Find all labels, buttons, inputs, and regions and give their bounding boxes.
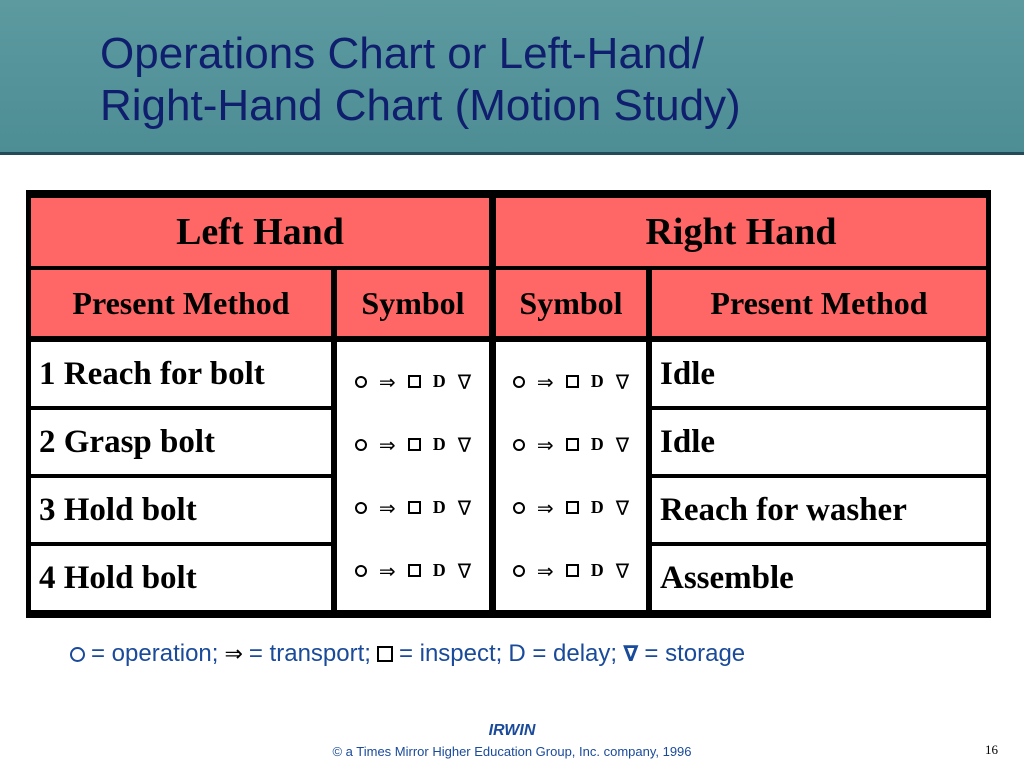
delay-d-icon: D <box>590 560 604 580</box>
symbol-set <box>513 496 629 520</box>
right-symbol-header: Symbol <box>496 270 646 336</box>
table-row-left-method: 1 Reach for bolt <box>31 342 331 406</box>
transport-arrow-icon: ⇒ <box>378 369 396 394</box>
title-line-2: Right-Hand Chart (Motion Study) <box>100 81 741 130</box>
inspect-square-icon <box>408 438 421 451</box>
delay-d-icon: D <box>590 497 604 517</box>
storage-triangle-icon: ∇ <box>615 495 630 520</box>
symbol-set <box>355 433 471 457</box>
transport-arrow-icon: ⇒ <box>536 432 554 457</box>
storage-triangle-icon: ∇ <box>457 432 472 457</box>
transport-arrow-icon: ⇒ <box>536 558 554 583</box>
delay-d-icon: D <box>590 434 604 454</box>
transport-arrow-icon: ⇒ <box>536 495 554 520</box>
symbol-set <box>355 370 471 394</box>
right-present-method-header: Present Method <box>652 270 986 336</box>
table-row-left-method: 3 Hold bolt <box>31 478 331 542</box>
operation-circle-icon <box>513 439 525 451</box>
operation-circle-icon <box>70 647 85 662</box>
inspect-square-icon <box>408 501 421 514</box>
storage-triangle-icon: ∇ <box>623 641 639 667</box>
storage-triangle-icon: ∇ <box>615 558 630 583</box>
symbol-set <box>513 559 629 583</box>
table-row-right-method: Assemble <box>652 546 986 610</box>
delay-d-icon: D <box>432 434 446 454</box>
inspect-square-icon <box>566 438 579 451</box>
operation-circle-icon <box>513 502 525 514</box>
table-row-left-method: 2 Grasp bolt <box>31 410 331 474</box>
storage-triangle-icon: ∇ <box>457 369 472 394</box>
operation-circle-icon <box>355 502 367 514</box>
table-row-right-method: Reach for washer <box>652 478 986 542</box>
symbol-legend <box>70 640 745 668</box>
operation-circle-icon <box>355 439 367 451</box>
left-hand-header: Left Hand <box>31 198 489 266</box>
storage-triangle-icon: ∇ <box>457 558 472 583</box>
slide-title <box>100 28 1000 132</box>
transport-arrow-icon: ⇒ <box>378 432 396 457</box>
left-symbol-header: Symbol <box>337 270 489 336</box>
symbol-set <box>513 370 629 394</box>
transport-arrow-icon: ⇒ <box>378 495 396 520</box>
transport-arrow-icon: ⇒ <box>536 369 554 394</box>
inspect-square-icon <box>566 564 579 577</box>
storage-triangle-icon: ∇ <box>457 495 472 520</box>
inspect-square-icon <box>566 501 579 514</box>
inspect-square-icon <box>408 375 421 388</box>
delay-d-icon: D <box>432 371 446 391</box>
operation-circle-icon <box>513 376 525 388</box>
title-line-1: Operations Chart or Left-Hand/ <box>100 29 705 78</box>
transport-arrow-icon: ⇒ <box>378 558 396 583</box>
table-row-right-method: Idle <box>652 410 986 474</box>
table-row-right-method: Idle <box>652 342 986 406</box>
right-symbol-column <box>496 342 646 610</box>
operation-circle-icon <box>355 565 367 577</box>
transport-arrow-icon: ⇒ <box>224 641 243 667</box>
legend-operation: = operation; <box>91 640 219 667</box>
delay-d-icon: D <box>432 560 446 580</box>
legend-storage: = storage <box>644 640 746 667</box>
page-number: 16 <box>985 742 998 757</box>
operation-circle-icon <box>513 565 525 577</box>
operation-circle-icon <box>355 376 367 388</box>
inspect-square-icon <box>377 646 393 662</box>
legend-transport: = transport; <box>248 640 371 667</box>
storage-triangle-icon: ∇ <box>615 369 630 394</box>
inspect-square-icon <box>566 375 579 388</box>
left-symbol-column <box>337 342 489 610</box>
operations-chart-table <box>26 190 991 618</box>
inspect-square-icon <box>408 564 421 577</box>
delay-d-icon: D <box>432 497 446 517</box>
delay-d-icon: D <box>590 371 604 391</box>
legend-delay: D = delay; <box>508 640 618 667</box>
publisher-brand: IRWIN <box>488 722 536 739</box>
table-row-left-method: 4 Hold bolt <box>31 546 331 610</box>
left-present-method-header: Present Method <box>31 270 331 336</box>
legend-inspect: = inspect; <box>398 640 503 667</box>
symbol-set <box>355 496 471 520</box>
right-hand-header: Right Hand <box>496 198 986 266</box>
copyright-notice: © a Times Mirror Higher Education Group, Inc. company, 1996 <box>332 744 692 759</box>
title-divider <box>0 152 1024 155</box>
storage-triangle-icon: ∇ <box>615 432 630 457</box>
symbol-set <box>513 433 629 457</box>
symbol-set <box>355 559 471 583</box>
